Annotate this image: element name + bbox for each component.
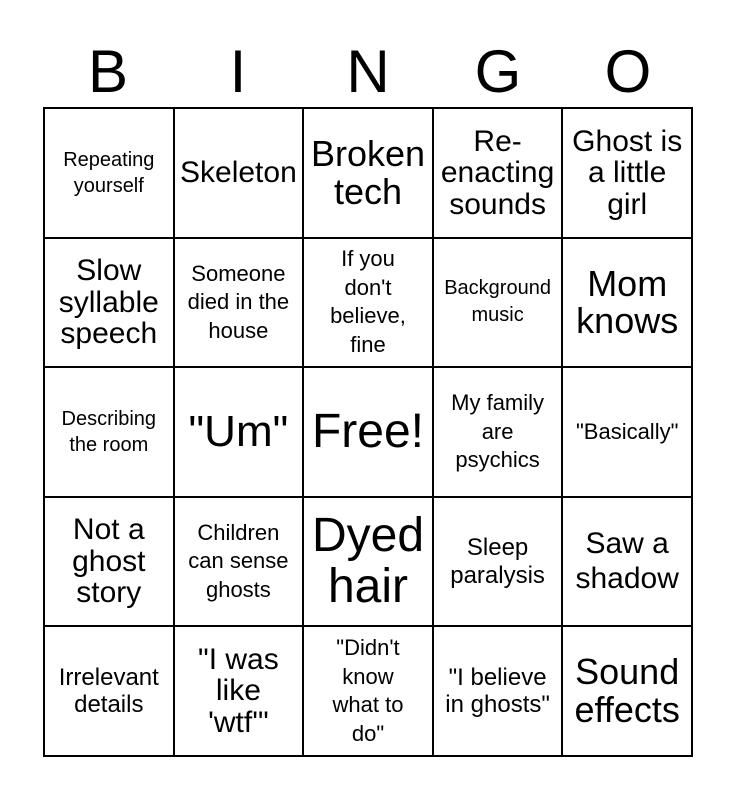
bingo-card-grid [43, 107, 693, 757]
header-letter-o: O [604, 38, 652, 105]
bingo-cell-r1-c2[interactable]: Skeleton [174, 108, 304, 238]
bingo-cell-r2-c1[interactable]: Slow syllable speech [44, 238, 174, 368]
bingo-cell-r1-c1[interactable]: Repeating yourself [44, 108, 174, 238]
bingo-cell-r1-c3[interactable]: Broken tech [303, 108, 433, 238]
bingo-cell-r2-c2[interactable]: Someone died in the house [174, 238, 304, 368]
bingo-cell-r3-c4[interactable]: My family are psychics [433, 367, 563, 497]
header-letter-i: I [229, 38, 247, 105]
bingo-cell-r2-c5[interactable]: Mom knows [562, 238, 692, 368]
bingo-cell-r3-c5[interactable]: "Basically" [562, 367, 692, 497]
header-letter-n: N [346, 38, 390, 105]
bingo-cell-r2-c3[interactable]: If you don't believe, fine [303, 238, 433, 368]
bingo-cell-r5-c4[interactable]: "I believe in ghosts" [433, 626, 563, 756]
bingo-cell-r5-c5[interactable]: Sound effects [562, 626, 692, 756]
bingo-cell-r4-c3[interactable]: Dyed hair [303, 497, 433, 627]
header-letter-g: G [474, 38, 522, 105]
bingo-cell-r4-c4[interactable]: Sleep paralysis [433, 497, 563, 627]
bingo-cell-r5-c3[interactable]: "Didn't know what to do" [303, 626, 433, 756]
bingo-cell-r1-c4[interactable]: Re- enacting sounds [433, 108, 563, 238]
bingo-cell-r4-c1[interactable]: Not a ghost story [44, 497, 174, 627]
bingo-cell-r2-c4[interactable]: Background music [433, 238, 563, 368]
bingo-cell-r3-c1[interactable]: Describing the room [44, 367, 174, 497]
header-letter-b: B [87, 38, 129, 105]
bingo-cell-r5-c1[interactable]: Irrelevant details [44, 626, 174, 756]
bingo-cell-r4-c5[interactable]: Saw a shadow [562, 497, 692, 627]
bingo-cell-r1-c5[interactable]: Ghost is a little girl [562, 108, 692, 238]
bingo-cell-r4-c2[interactable]: Children can sense ghosts [174, 497, 304, 627]
bingo-cell-r5-c2[interactable]: "I was like 'wtf'" [174, 626, 304, 756]
bingo-cell-r3-c2[interactable]: "Um" [174, 367, 304, 497]
bingo-cell-free[interactable]: Free! [303, 367, 433, 497]
bingo-header [43, 40, 693, 104]
